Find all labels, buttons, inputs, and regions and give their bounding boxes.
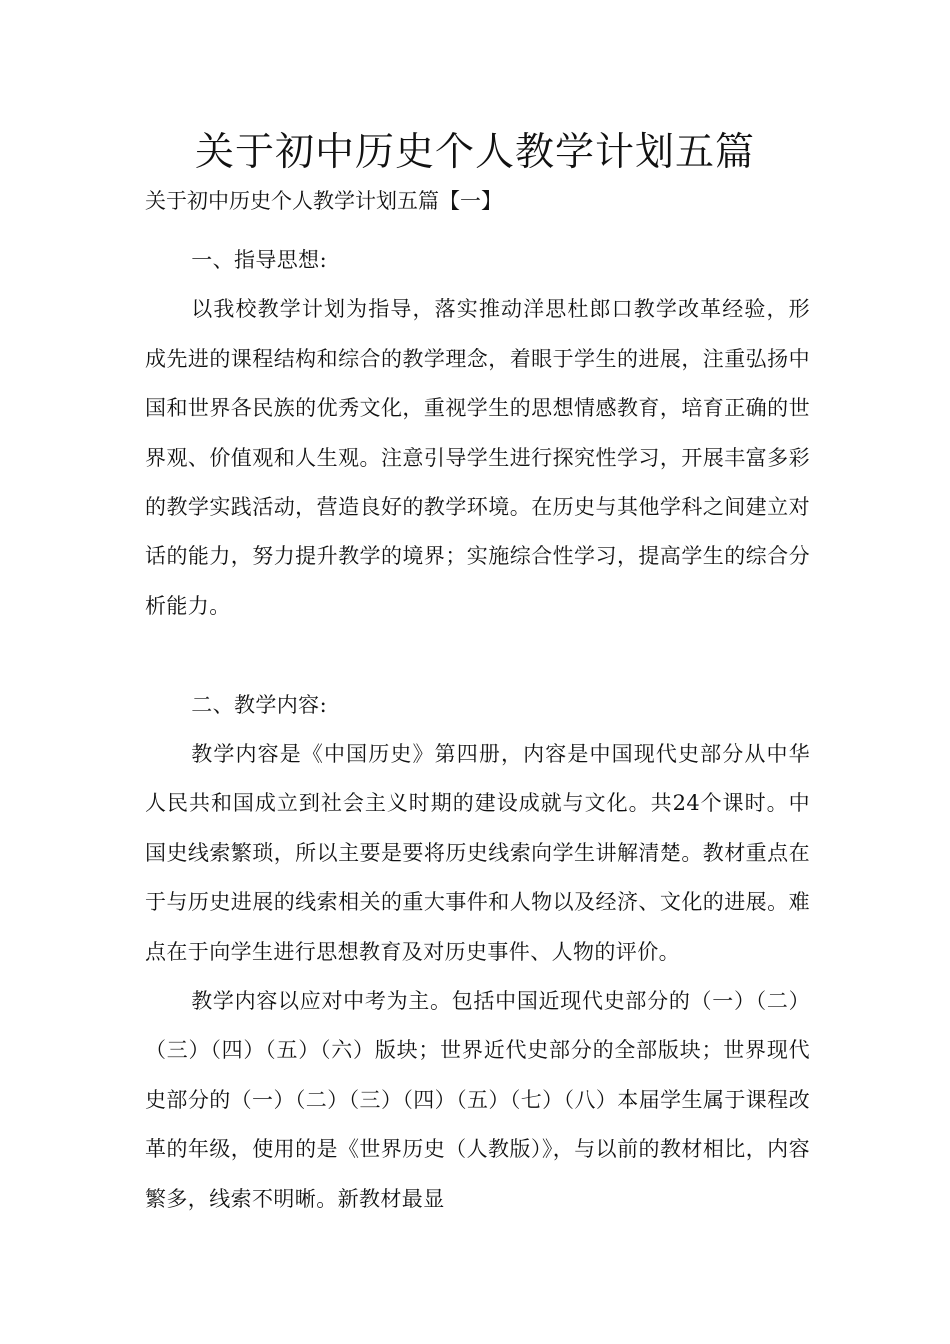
- paragraph-teaching-content: 教学内容是《中国历史》第四册，内容是中国现代史部分从中华人民共和国成立到社会主义时期的建设成就与文化。共24个课时。中国史线索繁琐，所以主要是要将历史线索向学生讲解清楚。教材重点在于与历史进展的线索相关的重大事件和人物以及经济、文化的进展。难点在于向学生进行思想教育及对历史事件、人物的评价。: [145, 742, 810, 964]
- section-spacer: [145, 631, 810, 680]
- paragraph-guiding-thought: 以我校教学计划为指导，落实推动洋思杜郎口教学改革经验，形成先进的课程结构和综合的教学理念，着眼于学生的进展，注重弘扬中国和世界各民族的优秀文化，重视学生的思想情感教育，培育正确的世界观、价值观和人生观。注意引导学生进行探究性学习，开展丰富多彩的教学实践活动，营造良好的教学环境。在历史与其他学科之间建立对话的能力，努力提升教学的境界；实施综合性学习，提高学生的综合分析能力。: [145, 297, 810, 618]
- document-title: 关于初中历史个人教学计划五篇: [194, 130, 755, 175]
- paragraph-exam-focus: 教学内容以应对中考为主。包括中国近现代史部分的（一）（二）（三）（四）（五）（六）版块；世界近代史部分的全部版块；世界现代史部分的（一）（二）（三）（四）（五）（七）（八）本届学生属于课程改革的年级，使用的是《世界历史（人教版）》，与以前的教材相比，内容繁多，线索不明晰。新教材最显: [145, 989, 810, 1211]
- document-body: [145, 236, 810, 1224]
- section-heading-teaching-content: 二、教学内容:: [191, 692, 328, 717]
- document-subtitle: 关于初中历史个人教学计划五篇【一】: [145, 189, 502, 213]
- section-heading-guiding-thought: 一、指导思想:: [191, 248, 328, 272]
